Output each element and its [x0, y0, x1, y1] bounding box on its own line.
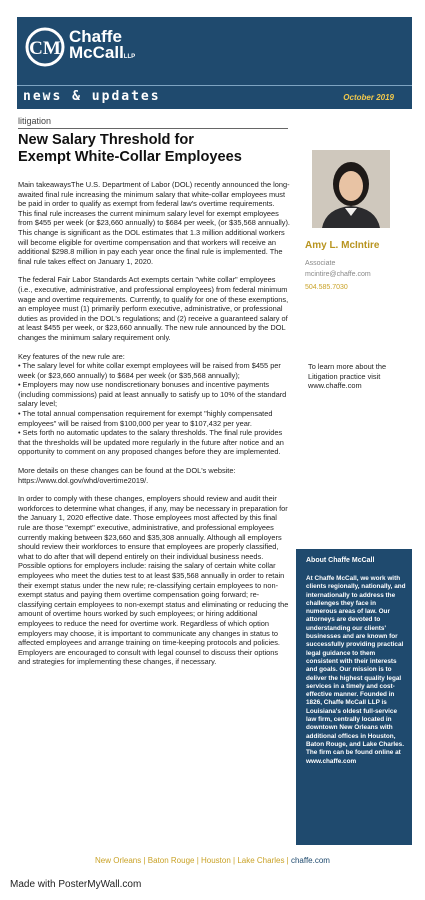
category-label: litigation [18, 116, 52, 126]
banner-divider [17, 85, 412, 86]
author-phone[interactable]: 504.585.7030 [305, 284, 348, 291]
monogram-icon [25, 27, 65, 67]
about-text: At Chaffe McCall, we work with clients regionally, nationally, and internationally to address the challenges they face in numerous areas of law. Our attorneys are devoted to understanding our clients' businesses and are known for successfully providing practical legal guidance to them consistent with their interests and goals. Our mission is to deliver the highest quality legal services in a timely and cost-effective manner. Founded in 1826, Chaffe McCall LLP is Louisiana's oldest full-service law firm, centrally located in downtown New Orleans with additional offices in Houston, Baton Rouge, and Lake Charles. The firm can be found online at www.chaffe.com [306, 575, 406, 765]
firm-name-line2: McCall [69, 43, 124, 62]
body-paragraph-4: More details on these changes can be found at the DOL's website: https://www.dol.gov/whd/overtime2019/. [18, 466, 236, 485]
body-paragraph-3: Key features of the new rule are: • The salary level for white collar exempt employees will be raised from $455 per week (or $23,660 annually) to $684 per week (or $35,568 annually); • Employers may now use nondiscretionary bonuses and incentive payments (including commissions) paid at least annually to satisfy up to 10% of the standard salary level; • The total annual compensation requirement for exempt "highly compensated employees" will be raised from $100,000 per year to $107,432 per year. • Sets forth no automatic updates to the salary thresholds. The final rule provides that the thresholds will be updated more regularly in the future after notice and an opportunity to comment on any proposed changes before they are implemented. [18, 351, 287, 457]
about-box [296, 549, 412, 845]
author-photo [312, 150, 390, 228]
body-paragraph-2: The federal Fair Labor Standards Act exempts certain "white collar" employees (i.e., executive, administrative, and professional employees) from federal minimum wage and overtime requirements. Currently, to qualify for one of these exemptions, an employee must (1) primarily perform executive, administrative, or professional duties as provided in the DOL's regulations; and (2) receive a guaranteed salary of at least $455 per week, or $23,660 annually. The new rule announced by the DOL changes the minimum salary requirement only. [18, 275, 289, 342]
header-banner [17, 17, 412, 109]
category-divider [18, 128, 288, 129]
body-paragraph-1: Main takeawaysThe U.S. Department of Labor (DOL) recently announced the long-awaited final rule increasing the minimum salary that white-collar employees must be paid in order to qualify as exempt from federal law's overtime requirements. This final rule increases the current minimum salary level for exempt employees from $455 per week (or $23,660 annually) to $684 per week, (or $35,568 annually). This change is significant as the DOL estimates that 1.3 million additional workers will become eligible for overtime compensation and that workers will receive an additional $298.8 million in pay each year once the final rule is implemented. The final rule takes effect on January 1, 2020. [18, 180, 290, 266]
article-body [18, 180, 290, 676]
footer-office-list: New Orleans | Baton Rouge | Houston | Lake Charles | [95, 856, 291, 865]
learn-more-text: To learn more about the Litigation practice visit www.chaffe.com [308, 362, 387, 391]
author-email[interactable]: mcintire@chaffe.com [305, 271, 371, 278]
about-heading: About Chaffe McCall [306, 557, 375, 564]
author-title: Associate [305, 260, 336, 267]
headline-line1: New Salary Threshold for [18, 132, 194, 148]
issue-date: October 2019 [343, 93, 394, 102]
body-paragraph-5: In order to comply with these changes, employers should review and audit their workforces to determine what changes, if any, may be necessary in preparation for the January 1, 2020 effective date. Those employees most affected by this final rule are those "exempt" executive, administrative, and professional employees currently making between $23,660 and $35,308 annually. Although all employers should review their workforces to ensure that employees are properly classified, what to do after that will depend entirely on their individual business needs. Possible options for employers include: raising the salary of certain white collar employees who meet the duties test to at least $35,568 annually in order to retain their exempt status under the new rule; re-classifying certain employees to non-exempt status and paying them overtime compensation going forward; re-classifying certain employees to non-exempt status and eliminating or reducing the amount of overtime hours worked by such employees; or hiring additional employees to reduce the need for overtime work. Regardless of which option employers may choose, it is important to communicate any changes in status to affected employees and arrange training on time-keeping protocols and policies. Employers are encouraged to consult with legal counsel to discuss their options and strategies for implementing these changes, if necessary. [18, 494, 289, 667]
firm-logo [25, 27, 135, 67]
section-title: news & updates [23, 89, 161, 104]
firm-name [69, 29, 135, 65]
svg-text:CM: CM [29, 38, 61, 59]
headline-line2: Exempt White-Collar Employees [18, 149, 242, 165]
author-portrait-image [312, 150, 390, 228]
firm-suffix: LLP [123, 54, 136, 60]
author-name: Amy L. McIntire [305, 240, 380, 251]
footer-website-link[interactable]: chaffe.com [290, 856, 330, 865]
footer-offices [0, 856, 425, 865]
firm-name-line1: Chaffe [69, 27, 122, 46]
article-headline [18, 132, 298, 166]
watermark-text: Made with PosterMyWall.com [10, 879, 142, 890]
